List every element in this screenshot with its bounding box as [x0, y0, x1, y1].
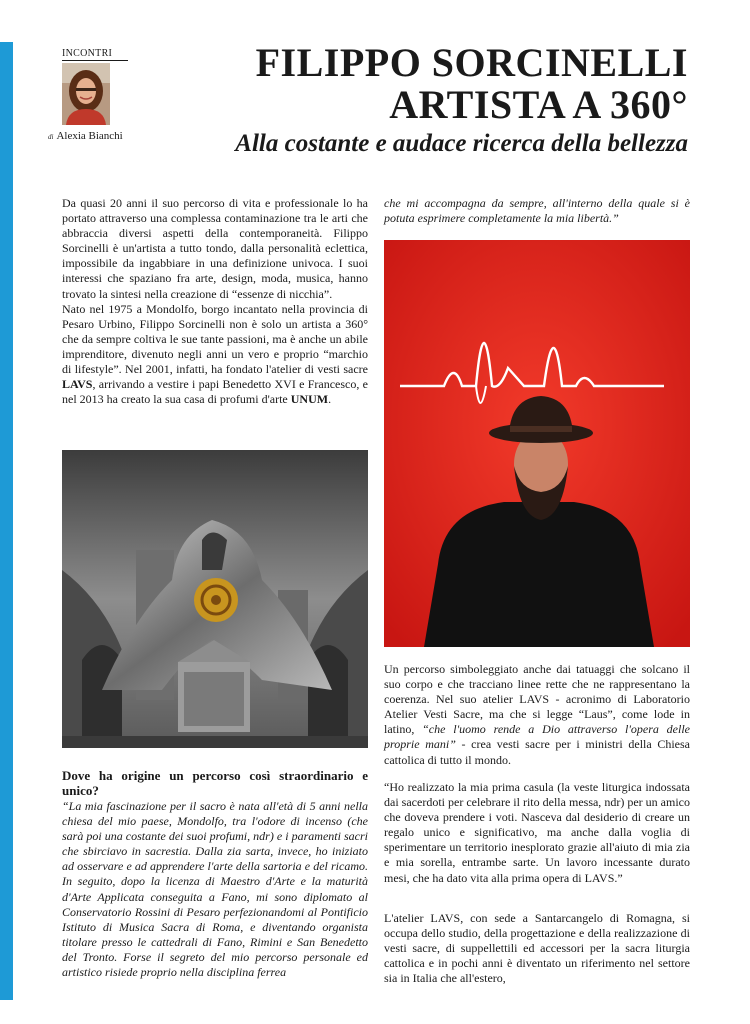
biography-text: , arrivando a vestire i papi Benedetto XVI e Francesco, e nel 2013 ha creato la sua casa di profumi d'arte — [62, 377, 368, 407]
author-avatar — [62, 63, 110, 125]
tattoo-text-part: Un percorso simboleggiato anche dai tatuaggi che solcano il suo corpo e che tracciano linee rette che ne rappresentano la coerenza. Nel suo atelier LAVS - acronimo di Laboratorio Atelier Vesti Sacre, ma che si legge “Laus”, come lode in latino, — [384, 662, 690, 737]
tattoo-text — [384, 662, 690, 768]
article-subtitle: Alla costante e audace ricerca della bellezza — [235, 130, 688, 157]
sculpture-photo — [62, 450, 368, 748]
interview-block — [62, 768, 368, 980]
first-casula-quote — [384, 780, 690, 886]
article-title-line-2: ARTISTA A 360° — [389, 82, 688, 127]
tattoo-text-part: - crea vesti sacre per i ministri della Chiesa cattolica di tutto il mondo. — [384, 737, 690, 767]
column-2-continuation — [384, 196, 690, 226]
article-title-line-1: FILIPPO SORCINELLI — [255, 40, 688, 85]
biography-text: . — [328, 392, 332, 407]
tattoo-paragraph — [384, 662, 690, 768]
interview-answer: “La mia fascinazione per il sacro è nata all'età di 5 anni nella chiesa del mio paese, Mondolfo, tra l'odore di incenso (che sarà poi una costante dei suoi profumi, ndr) e i paramenti sacri che sbirciavo in sacrestia. Dalla zia sarta, invece, ho iniziato ad osservare e ad apprendere l'arte della sartoria e del ricamo. In seguito, dopo la licenza di Maestro d'Arte e la maturità d'Arte Applicata conseguita a Fano, mi sono diplomato al Conservatorio Rossini di Pesaro perfezionandomi al Pontificio Istituto di Musica Sacra di Roma, e diventando organista titolare presso le cattedrali di Fano, Rimini e San Benedetto del Tronto. Forse il segreto del mio percorso personale ed artistico risiede proprio nella disciplina ferrea — [62, 799, 368, 980]
atelier-paragraph — [384, 911, 690, 986]
portrait-photo — [384, 240, 690, 647]
lavs-brand: LAVS — [62, 377, 93, 392]
unum-brand: UNUM — [290, 392, 329, 407]
atelier-text: L'atelier LAVS, con sede a Santarcangelo di Romagna, si occupa dello studio, della progettazione e della realizzazione di vesti sacre, di suppellettili ed accessori per la sacra liturgia cattolica e in pochi anni è diventato un riferimento nel settore sia in Italia che all'estero, — [384, 911, 690, 986]
author-byline — [48, 130, 123, 142]
side-accent-bar — [0, 42, 13, 1000]
author-prefix: di — [48, 133, 54, 141]
column-1-intro — [62, 196, 368, 407]
author-name: Alexia Bianchi — [56, 130, 123, 142]
section-label: INCONTRI — [62, 48, 128, 61]
first-casula-text: “Ho realizzato la mia prima casula (la veste liturgica indossata dai sacerdoti per celebrare il rito della messa, ndr) per un amico che doveva prendere i voti. Nasceva dal desiderio di creare un regalo unico e significativo, ma anche dalla voglia di sperimentare un territorio inesplorato grazie all'aiuto di mia zia e mia sorella, entrambe sarte. Un lavoro incessante durato mesi, che ha dato vita alla prima opera di LAVS.” — [384, 780, 690, 885]
intro-paragraph: Da quasi 20 anni il suo percorso di vita e professionale lo ha portato attraverso una complessa contaminazione tra le arti che abbraccia diversi aspetti della contemporaneità. Filippo Sorcinelli è un'artista a tutto tondo, dalla personalità eclettica, impossibile da ingabbiare in una definizione univoca. I suoi interessi che spaziano fra arte, design, moda, musica, hanno trovato la sintesi nella creazione di “essenze di nicchia”. — [62, 196, 368, 301]
biography-text: Nato nel 1975 a Mondolfo, borgo incantato nella provincia di Pesaro Urbino, Filippo Sorcinelli non è solo un artista a 360° che da sempre coltiva le sue tante passioni, ma è anche un abile imprenditore, divenuto negli anni un vero e proprio “marchio di lifestyle”. Nel 2001, infatti, ha fondato l'atelier di vesti sacre — [62, 301, 368, 377]
latin-quote: “che l'uomo rende a Dio attraverso l'opera delle proprie mani” — [384, 722, 690, 752]
interview-question: Dove ha origine un percorso così straordinario e unico? — [62, 768, 368, 798]
answer-continuation: che mi accompagna da sempre, all'interno della quale si è potuta esprimere completamente la mia libertà.” — [384, 196, 690, 226]
biography-paragraph — [62, 302, 368, 408]
